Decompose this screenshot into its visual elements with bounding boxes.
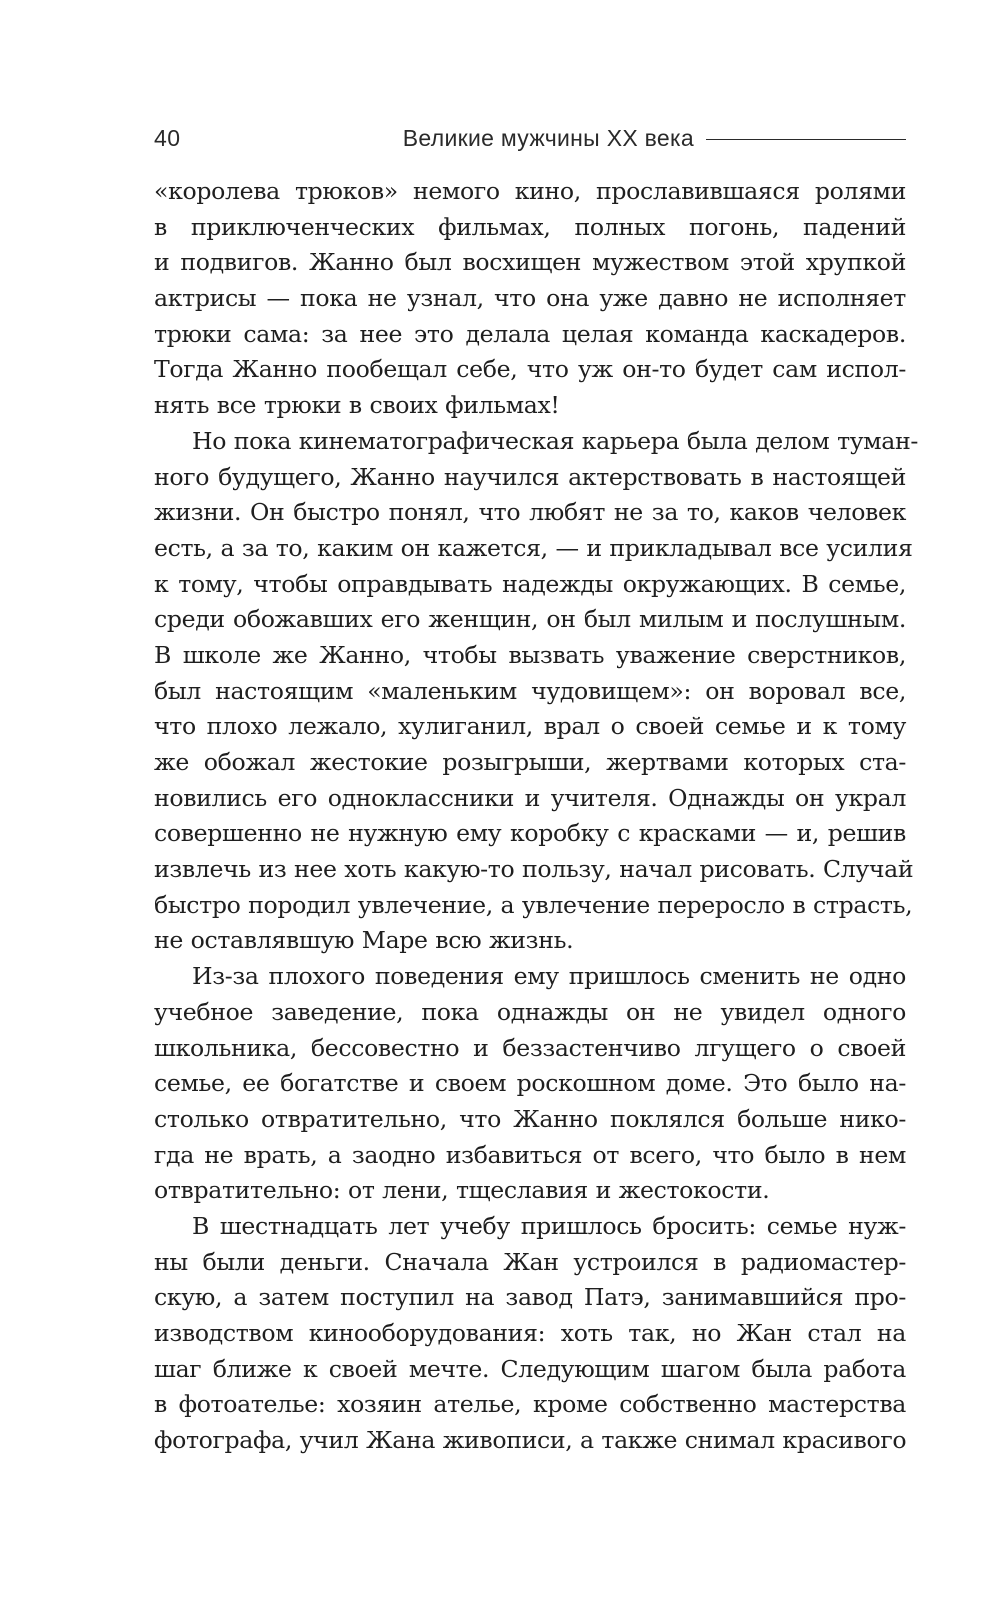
text-line: фотографа, учил Жана живописи, а также снимал красивого <box>154 1426 907 1455</box>
paragraph-start-line: В шестнадцать лет учебу пришлось бросить: семье нуж- <box>192 1211 906 1240</box>
text-line: Тогда Жанно пообещал себе, что уж он-то будет сам испол- <box>154 355 906 384</box>
text-line: жизни. Он быстро понял, что любят не за то, каков человек <box>154 498 906 527</box>
paragraph-end-line: не оставлявшую Маре всю жизнь. <box>154 926 574 955</box>
text-line: в приключенческих фильмах, полных погонь, падений <box>154 212 906 241</box>
text-line: совершенно не нужную ему коробку с красками — и, решив <box>154 819 906 848</box>
book-title: Великие мужчины XX века <box>402 124 694 151</box>
text-line: извлечь из нее хоть какую-то пользу, начал рисовать. Случай <box>154 855 914 884</box>
paragraph-start-line: Но пока кинематографическая карьера была делом туман- <box>192 426 919 455</box>
text-line: гда не врать, а заодно избавиться от всего, что было в нем <box>154 1140 906 1169</box>
text-line: столько отвратительно, что Жанно поклялся больше нико- <box>154 1104 906 1133</box>
text-line: же обожал жестокие розыгрыши, жертвами которых ста- <box>154 748 906 776</box>
text-line: школьника, бессовестно и беззастенчиво лгущего о своей <box>154 1033 906 1062</box>
header-rule <box>706 139 906 140</box>
text-line: среди обожавших его женщин, он был милым и послушным. <box>154 605 906 634</box>
text-line: что плохо лежало, хулиганил, врал о своей семье и к тому <box>154 712 906 741</box>
page-number: 40 <box>154 124 181 151</box>
paragraph-end-line: нять все трюки в своих фильмах! <box>154 391 560 420</box>
text-line: к тому, чтобы оправдывать надежды окружающих. В семье, <box>154 569 906 598</box>
text-line: есть, а за то, каким он кажется, — и прикладывал все усилия <box>154 533 913 562</box>
text-line: новились его одноклассники и учителя. Однажды он украл <box>154 783 906 812</box>
text-line: был настоящим «маленьким чудовищем»: он воровал все, <box>154 676 906 705</box>
body-text <box>154 174 919 1459</box>
text-line: учебное заведение, пока однажды он не увидел одного <box>154 997 906 1026</box>
text-line: и подвигов. Жанно был восхищен мужеством этой хрупкой <box>154 248 906 277</box>
paragraph-start-line: Из-за плохого поведения ему пришлось сменить не одно <box>192 962 906 991</box>
text-line: изводством кинооборудования: хоть так, но Жан стал на <box>154 1319 906 1347</box>
text-line: шаг ближе к своей мечте. Следующим шагом была работа <box>154 1354 906 1383</box>
text-line: ного будущего, Жанно научился актерствовать в настоящей <box>154 462 906 491</box>
text-line: актрисы — пока не узнал, что она уже давно не исполняет <box>154 284 906 313</box>
text-line: в фотоателье: хозяин ателье, кроме собственно мастерства <box>154 1390 906 1419</box>
text-line: В школе же Жанно, чтобы вызвать уважение сверстников, <box>154 640 906 669</box>
running-head <box>154 118 906 158</box>
text-line: «королева трюков» немого кино, прославившаяся ролями <box>154 177 906 205</box>
text-line: быстро породил увлечение, а увлечение переросло в страсть, <box>154 890 913 919</box>
text-line: семье, ее богатстве и своем роскошном доме. Это было на- <box>154 1069 906 1098</box>
text-line: скую, а затем поступил на завод Патэ, занимавшийся про- <box>154 1283 906 1312</box>
text-line: трюки сама: за нее это делала целая команда каскадеров. <box>154 319 906 348</box>
text-line: ны были деньги. Сначала Жан устроился в радиомастер- <box>154 1247 906 1276</box>
paragraph-end-line: отвратительно: от лени, тщеславия и жестокости. <box>154 1176 770 1205</box>
